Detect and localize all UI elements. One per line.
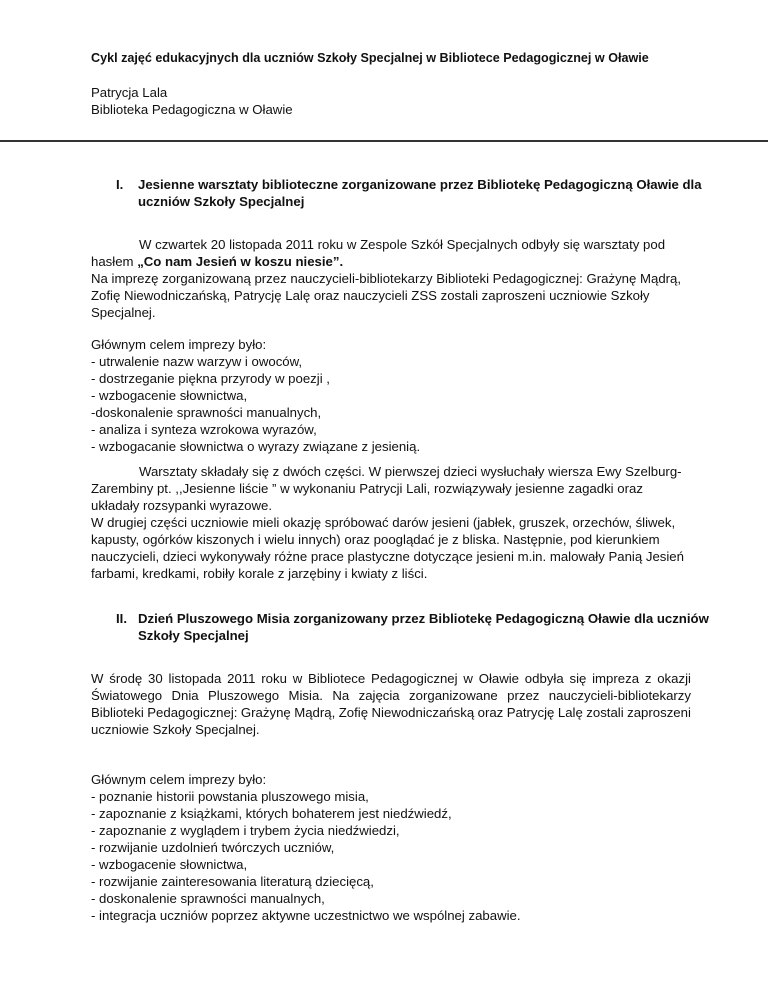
word: zaproszeni [627,705,691,720]
word: środę [109,671,143,686]
goal-item: - rozwijanie zainteresowania literaturą dziecięcą, [91,874,374,889]
word: impreza [592,671,640,686]
paragraph-line: W drugiej części uczniowie mieli okazję spróbować darów jesieni (jabłek, gruszek, orzechów, śliwek, [91,515,676,530]
word: Niewodniczańską [371,705,475,720]
paragraph-line: układały rozsypanki wyrazowe. [91,498,273,513]
paragraph-line [91,687,691,704]
paragraph-line: nauczycieli, dzieci wykonywały różne prace plastyczne dotyczące jesieni m.in. malowały Panią Jesień [91,549,684,564]
paragraph-line: Zarembiny pt. ,,Jesienne liście ” w wykonaniu Patrycji Lali, rozwiązywały jesienne zagadki oraz [91,481,643,496]
section-1-heading [91,176,702,210]
word: Pluszowego [208,688,280,703]
word: Lalę [557,705,583,720]
word: się [569,671,587,686]
goal-item: -doskonalenie sprawności manualnych, [91,405,322,420]
word: Grażynę [240,705,291,720]
section-1-goals [91,336,691,455]
word: zostali [586,705,624,720]
word: okazji [657,671,691,686]
word: Pedagogicznej: [147,705,238,720]
workshop-motto: „Co nam Jesień w koszu niesie”. [137,254,344,269]
word: 2011 [227,671,256,686]
author-block [91,84,293,118]
goal-item: - doskonalenie sprawności manualnych, [91,891,325,906]
word: Oławie [478,671,519,686]
author-institution: Biblioteka Pedagogiczna w Oławie [91,102,293,117]
section-1-heading-line: Jesienne warsztaty biblioteczne zorganizowane przez Bibliotekę Pedagogiczną Oławie dla [138,177,702,192]
word: Bibliotece [308,671,366,686]
word: zajęcia [358,688,400,703]
paragraph-text: hasłem [91,254,138,269]
document-title: Cykl zajęć edukacyjnych dla uczniów Szkoły Specjalnej w Bibliotece Pedagogicznej w Oławie [91,51,649,65]
goal-item: - wzbogacenie słownictwa, [91,388,248,403]
paragraph-line: W czwartek 20 listopada 2011 roku w Zespole Szkół Specjalnych odbyły się warsztaty pod [139,237,666,252]
section-1-heading-line: uczniów Szkoły Specjalnej [138,194,305,209]
word: zorganizowane [409,688,498,703]
section-1-number: I. [116,177,124,192]
goal-item: - zapoznanie z wyglądem i trybem życia niedźwiedzi, [91,823,400,838]
goal-item: - rozwijanie uzdolnień twórczych uczniów, [91,840,335,855]
paragraph-line: uczniowie Szkoły Specjalnej. [91,722,260,737]
section-2-goals [91,771,691,924]
word: W [91,671,104,686]
word: z [644,671,652,686]
goals-intro: Głównym celem imprezy było: [91,772,267,787]
goal-item: - wzbogacenie słownictwa, [91,857,248,872]
word: nauczycieli-bibliotekarzy [548,688,691,703]
word: Biblioteki [91,705,144,720]
paragraph-line: Na imprezę zorganizowaną przez nauczycieli-bibliotekarzy Biblioteki Pedagogicznej: Grażynę Mądrą, [91,271,682,286]
paragraph-line: kapusty, ogórków kiszonych i wielu innych) oraz pooglądać je z bliska. Następnie, pod kierunkiem [91,532,660,547]
paragraph-line [91,704,691,721]
paragraph-line: Warsztaty składały się z dwóch części. W pierwszej dzieci wysłuchały wiersza Ewy Szelburg- [139,464,682,479]
goals-intro: Głównym celem imprezy było: [91,337,267,352]
word: roku [261,671,287,686]
horizontal-divider [0,140,768,142]
goal-item: - integracja uczniów poprzez aktywne uczestnictwo we wspólnej zabawie. [91,908,521,923]
word: listopada [168,671,222,686]
word: Światowego [91,688,163,703]
goal-item: - wzbogacanie słownictwa o wyrazy związane z jesienią. [91,439,421,454]
word: Pedagogicznej [371,671,458,686]
paragraph-line [91,670,691,687]
word: 30 [148,671,163,686]
word: Misia. [288,688,323,703]
paragraph-line [91,253,691,270]
paragraph-line: Specjalnej. [91,305,156,320]
goal-item: - dostrzeganie piękna przyrody w poezji , [91,371,330,386]
word: w [292,671,303,686]
author-name: Patrycja Lala [91,85,168,100]
goal-item: - analiza i synteza wzrokowa wyrazów, [91,422,317,437]
section-2-number: II. [116,611,127,626]
section-1-paragraph-2 [91,463,691,582]
word: oraz [477,705,504,720]
section-1-paragraph-1 [91,236,691,321]
section-2-heading-line: Szkoły Specjalnej [138,628,249,643]
word: Dnia [171,688,199,703]
paragraph-line: farbami, kredkami, robiły korale z jarzębiny i kwiaty z liści. [91,566,428,581]
word: Patrycję [506,705,555,720]
word: przez [507,688,540,703]
section-2-paragraph-1 [91,670,691,738]
goal-item: - utrwalenie nazw warzyw i owoców, [91,354,303,369]
section-2-heading-line: Dzień Pluszowego Misia zorganizowany przez Bibliotekę Pedagogiczną Oławie dla uczniów [138,611,709,626]
paragraph-line: Zofię Niewodniczańską, Patrycję Lalę oraz nauczycieli ZSS zostali zaproszeni uczniowie Szkoły [91,288,650,303]
goal-item: - poznanie historii powstania pluszowego misia, [91,789,369,804]
word: Zofię [338,705,369,720]
word: w [463,671,473,686]
goal-item: - zapoznanie z książkami, których bohaterem jest niedźwiedź, [91,806,452,821]
section-2-heading [91,610,709,644]
word: Mądrą, [294,705,336,720]
word: Na [332,688,350,703]
word: odbyła [524,671,564,686]
